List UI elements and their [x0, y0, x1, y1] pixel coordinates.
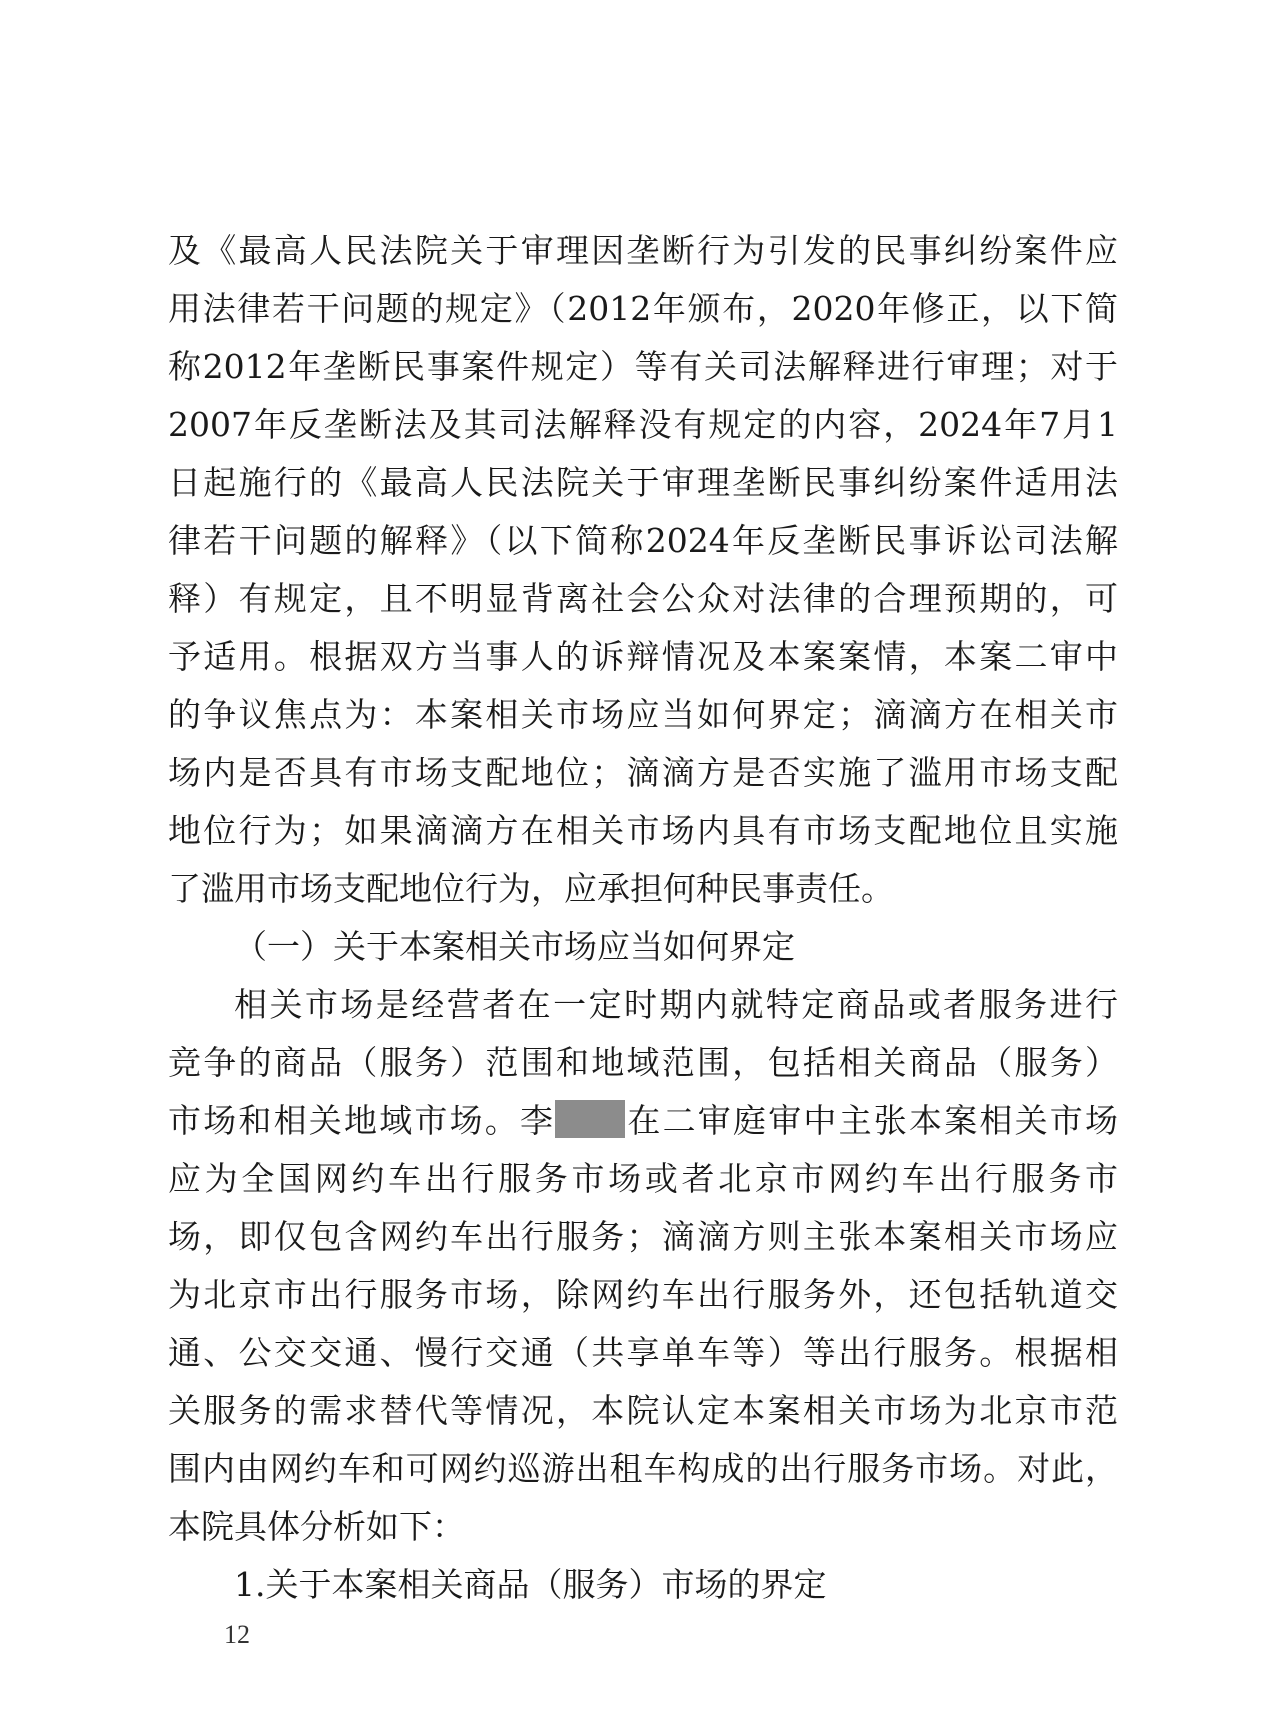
subsection-heading: 1.关于本案相关商品（服务）市场的界定 — [234, 1565, 827, 1604]
text-line: 地位行为；如果滴滴方在相关市场内具有市场支配地位且实施 — [168, 811, 1118, 850]
text-line: 的争议焦点为：本案相关市场应当如何界定；滴滴方在相关市 — [168, 695, 1118, 734]
text-line: 场，即仅包含网约车出行服务；滴滴方则主张本案相关市场应 — [168, 1217, 1118, 1256]
text-line: 通、公交交通、慢行交通（共享单车等）等出行服务。根据相 — [168, 1333, 1118, 1372]
text-line: 围内由网约车和可网约巡游出租车构成的出行服务市场。对此， — [168, 1449, 1118, 1488]
text-line-with-redaction — [168, 1092, 1118, 1150]
text-line: 日起施行的《最高人民法院关于审理垄断民事纠纷案件适用法 — [168, 463, 1118, 502]
text-line: 了滥用市场支配地位行为，应承担何种民事责任。 — [168, 869, 894, 908]
text-line: 用法律若干问题的规定》（2012年颁布，2020年修正，以下简 — [168, 289, 1118, 328]
page-number: 12 — [224, 1620, 250, 1649]
text-line: 律若干问题的解释》（以下简称2024年反垄断民事诉讼司法解 — [168, 521, 1118, 560]
text-line: 相关市场是经营者在一定时期内就特定商品或者服务进行 — [234, 985, 1118, 1024]
text-line: 2007年反垄断法及其司法解释没有规定的内容，2024年7月1 — [168, 405, 1118, 444]
section-heading: （一）关于本案相关市场应当如何界定 — [234, 927, 795, 966]
text-line: 关服务的需求替代等情况，本院认定本案相关市场为北京市范 — [168, 1391, 1118, 1430]
text-line: 为北京市出行服务市场，除网约车出行服务外，还包括轨道交 — [168, 1275, 1118, 1314]
text-line: 及《最高人民法院关于审理因垄断行为引发的民事纠纷案件应 — [168, 231, 1118, 270]
body-text — [168, 222, 1118, 1614]
text-line: 竞争的商品（服务）范围和地域范围，包括相关商品（服务） — [168, 1043, 1118, 1082]
text-line: 本院具体分析如下： — [168, 1507, 465, 1546]
text-line: 予适用。根据双方当事人的诉辩情况及本案案情，本案二审中 — [168, 637, 1118, 676]
text-line: 场内是否具有市场支配地位；滴滴方是否实施了滥用市场支配 — [168, 753, 1118, 792]
text-segment: 在二审庭审中主张本案相关市场 — [625, 1101, 1119, 1140]
text-segment: 市场和相关地域市场。李 — [168, 1101, 556, 1140]
redaction-block — [555, 1100, 625, 1138]
text-line: 释）有规定，且不明显背离社会公众对法律的合理预期的，可 — [168, 579, 1118, 618]
text-line: 应为全国网约车出行服务市场或者北京市网约车出行服务市 — [168, 1159, 1118, 1198]
text-line: 称2012年垄断民事案件规定）等有关司法解释进行审理；对于 — [168, 347, 1118, 386]
